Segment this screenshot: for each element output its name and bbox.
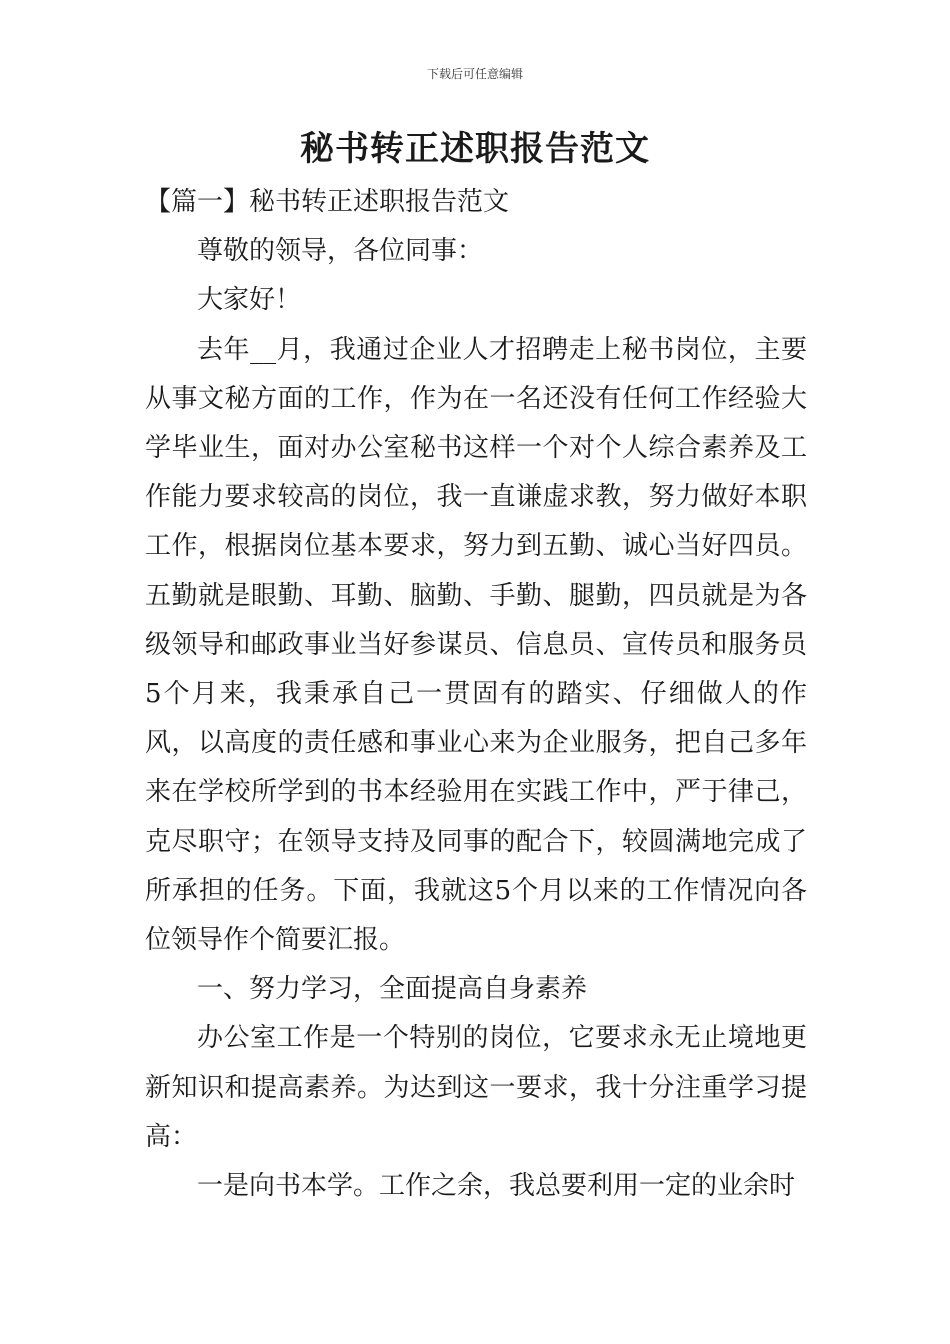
section-heading: 【篇一】秘书转正述职报告范文 bbox=[145, 187, 510, 217]
greeting-paragraph: 大家好！ bbox=[197, 285, 302, 316]
body-paragraph: 办公室工作是一个特别的岗位，它要求永无止境地更新知识和提高素养。为达到这一要求，我十分注重学习提高： bbox=[145, 1023, 807, 1152]
salutation-paragraph: 尊敬的领导，各位同事： bbox=[197, 236, 484, 267]
header-note: 下载后可任意编辑 bbox=[426, 67, 523, 81]
document-title: 秘书转正述职报告范文 bbox=[300, 129, 650, 169]
body-paragraph-continued: 一是向书本学。工作之余，我总要利用一定的业余时 bbox=[197, 1171, 796, 1202]
intro-paragraph: 去年__月，我通过企业人才招聘走上秘书岗位，主要从事文秘方面的工作，作为在一名还没有任何工作经验大学毕业生，面对办公室秘书这样一个对个人综合素养及工作能力要求较高的岗位，我一直谦虚求教，努力做好本职工作，根据岗位基本要求，努力到五勤、诚心当好四员。五勤就是眼勤、耳勤、脑勤、手勤、腿勤，四员就是为各级领导和邮政事业当好参谋员、信息员、宣传员和服务员5个月来，我秉承自己一贯固有的踏实、仔细做人的作风，以高度的责任感和事业心来为企业服务，把自己多年来在学校所学到的书本经验用在实践工作中，严于律己，克尽职守；在领导支持及同事的配合下，较圆满地完成了所承担的任务。下面，我就这5个月以来的工作情况向各位领导作个简要汇报。 bbox=[145, 334, 807, 956]
subheading-paragraph: 一、努力学习，全面提高自身素养 bbox=[197, 974, 588, 1005]
document-body bbox=[145, 178, 807, 1211]
